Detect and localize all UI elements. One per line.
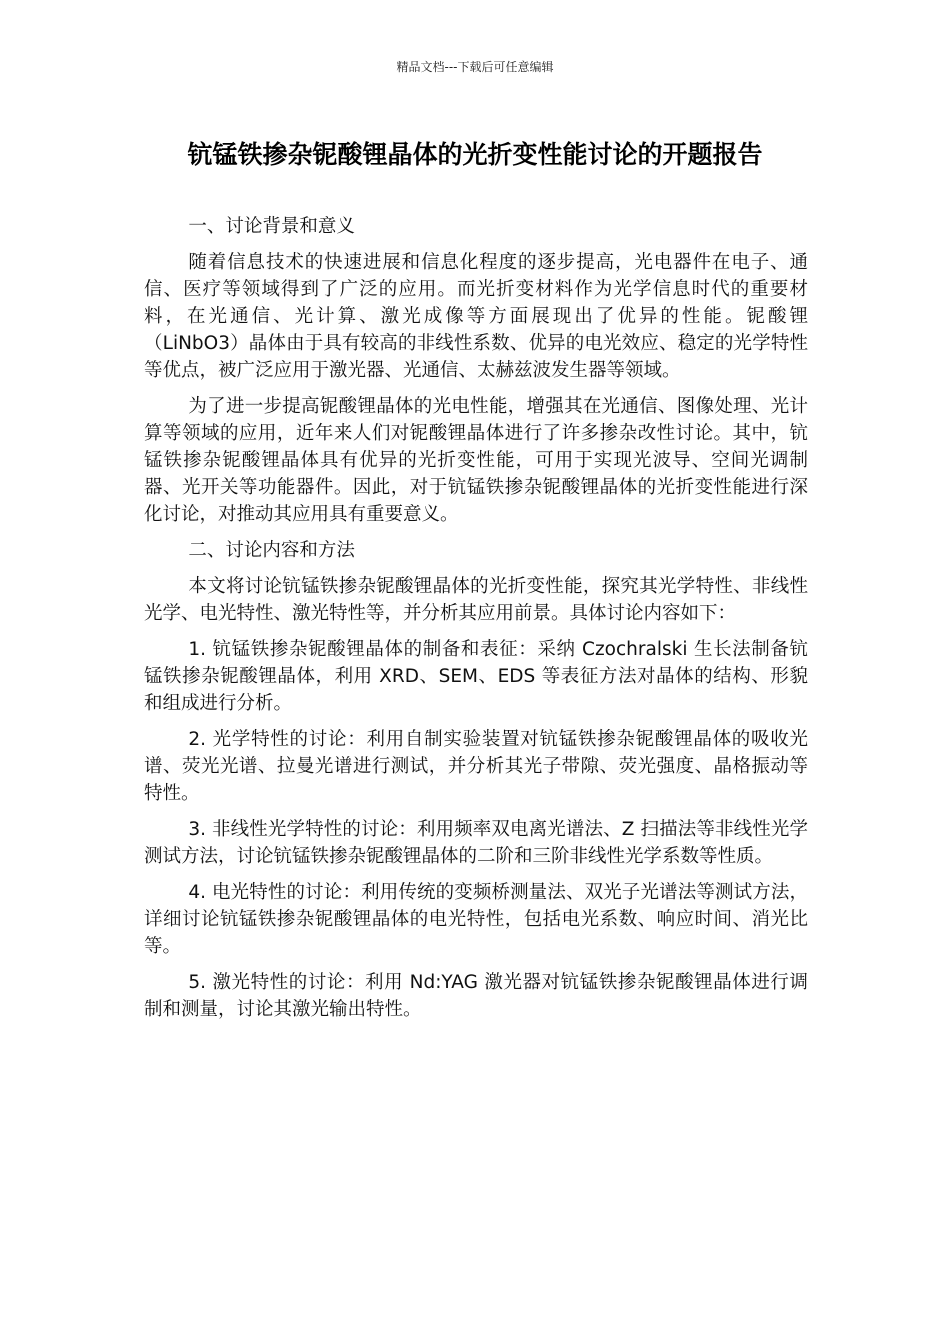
list-item: 5. 激光特性的讨论：利用 Nd:YAG 激光器对钪锰铁掺杂铌酸锂晶体进行调制和测量，讨论其激光输出特性。 [144,972,808,1020]
document-title: 钪锰铁掺杂铌酸锂晶体的光折变性能讨论的开题报告 [187,140,763,169]
list-item: 4. 电光特性的讨论：利用传统的变频桥测量法、双光子光谱法等测试方法，详细讨论钪锰铁掺杂铌酸锂晶体的电光特性，包括电光系数、响应时间、消光比等。 [144,882,808,957]
document-body [144,213,808,1032]
list-item: 1. 钪锰铁掺杂铌酸锂晶体的制备和表征：采纳 Czochralski 生长法制备钪锰铁掺杂铌酸锂晶体，利用 XRD、SEM、EDS 等表征方法对晶体的结构、形貌和组成进行分析。 [144,639,808,714]
header-note: 精品文档---下载后可任意编辑 [396,60,554,74]
section-heading-content-methods: 二、讨论内容和方法 [188,540,355,561]
list-item: 2. 光学特性的讨论：利用自制实验装置对钪锰铁掺杂铌酸锂晶体的吸收光谱、荧光光谱、拉曼光谱进行测试，并分析其光子带隙、荧光强度、晶格振动等特性。 [144,729,808,804]
list-item: 3. 非线性光学特性的讨论：利用频率双电离光谱法、Z 扫描法等非线性光学测试方法，讨论钪锰铁掺杂铌酸锂晶体的二阶和三阶非线性光学系数等性质。 [144,819,808,867]
paragraph-content-intro: 本文将讨论钪锰铁掺杂铌酸锂晶体的光折变性能，探究其光学特性、非线性光学、电光特性、激光特性等，并分析其应用前景。具体讨论内容如下： [144,576,808,624]
section-heading-background: 一、讨论背景和意义 [188,216,355,237]
paragraph-background-1: 随着信息技术的快速进展和信息化程度的逐步提高，光电器件在电子、通信、医疗等领域得到了广泛的应用。而光折变材料作为光学信息时代的重要材料，在光通信、光计算、激光成像等方面展现出了优异的性能。铌酸锂（LiNbO3）晶体由于具有较高的非线性系数、优异的电光效应、稳定的光学特性等优点，被广泛应用于激光器、光通信、太赫兹波发生器等领域。 [144,252,808,381]
paragraph-background-2: 为了进一步提高铌酸锂晶体的光电性能，增强其在光通信、图像处理、光计算等领域的应用，近年来人们对铌酸锂晶体进行了许多掺杂改性讨论。其中，钪锰铁掺杂铌酸锂晶体具有优异的光折变性能，可用于实现光波导、空间光调制器、光开关等功能器件。因此，对于钪锰铁掺杂铌酸锂晶体的光折变性能进行深化讨论，对推动其应用具有重要意义。 [144,396,808,525]
